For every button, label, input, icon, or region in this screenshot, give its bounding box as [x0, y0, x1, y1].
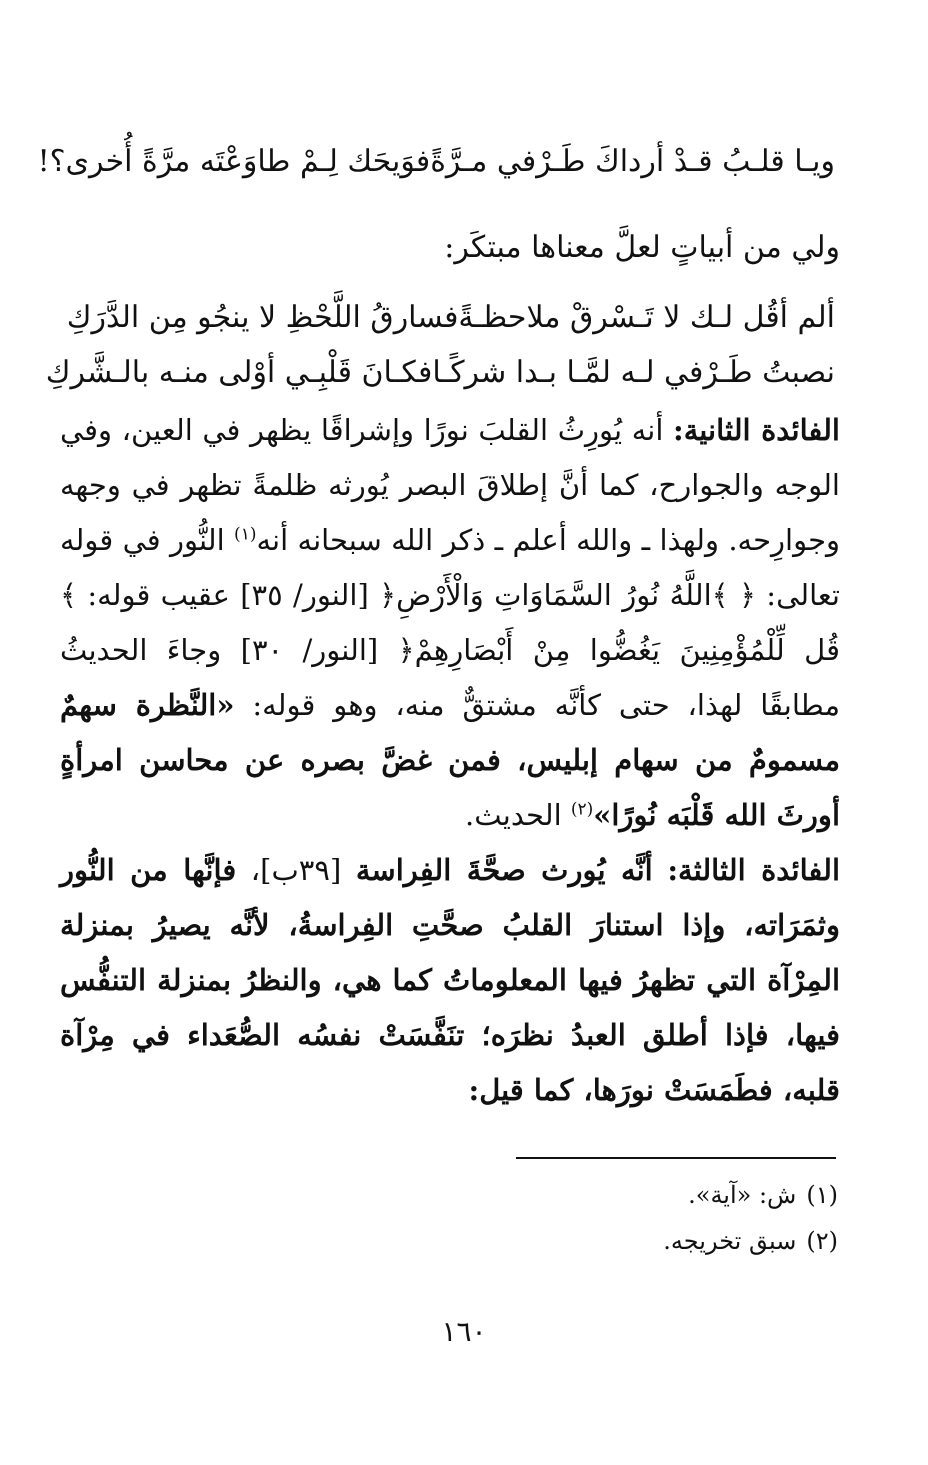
verse-first-hemistich: ألم أقُل لـك لا تَـسْرقْ ملاحظـةً [458, 300, 835, 335]
paragraph-text: أنه يُورِثُ القلبَ نورًا وإشراقًا يظهر في العين، وفي الوجه والجوارح، كما أنَّ إطلاقَ البصر يُورثه ظلمةً تظهر في وجهه وجوارِحه. ولهذا ـ والله أعلم ـ ذكر الله سبحانه أنه [60, 413, 841, 557]
paragraph-third-benefit [60, 843, 840, 1118]
verse-line-1 [37, 142, 835, 182]
paragraph-text: [٣٩ب]، [236, 853, 356, 887]
verse-first-hemistich: ويـا قلـبُ قـدْ أرداكَ طَـرْفي مـرَّةً [430, 144, 835, 179]
footnote-number: (١) [806, 1181, 838, 1209]
footnote-1 [338, 1180, 838, 1210]
paragraph-bold-text: فإنَّها من النُّور وثمَرَاته، وإذا استنارَ القلبُ صحَّتِ الفِراسةُ، لأنَّه يصيرُ بمنزلة المِرْآة التي تظهرُ فيها المعلوماتُ كما هي، والنظرُ بمنزلة التنفُّس فيها، فإذا أطلق العبدُ نظرَه؛ تنَفَّسَتْ نفسُه الصُّعَداء في مِرْآة قلبه، فطَمَسَتْ نورَها، كما قيل: [60, 853, 841, 1107]
paragraph-second-benefit [60, 403, 840, 843]
verse-second-hemistich: فوَيحَك لِـمْ طاوَعْتَه مرَّةً أُخرى؟! [37, 144, 431, 179]
paragraph-heading: الفائدة الثانية: [673, 413, 840, 447]
footnote-2 [338, 1226, 838, 1256]
paragraph-text: الحديث. [465, 798, 571, 832]
verse-second-hemistich: فسارقُ اللَّحْظِ لا ينجُو مِن الدَّرَكِ [66, 300, 459, 335]
verse-first-hemistich: نصبتُ طَـرْفي لـه لمَّـا بـدا شركًـا [432, 355, 835, 390]
footnote-text: سبق تخريجه. [663, 1227, 797, 1255]
footnote-number: (٢) [806, 1227, 838, 1255]
paragraph-text [653, 853, 668, 887]
intro-line: ولي من أبياتٍ لعلَّ معناها مبتكَر: [444, 230, 840, 265]
verse-line-3 [45, 353, 835, 393]
verse-second-hemistich: فكـانَ قَلْبِـي أوْلى منـه بالـشَّركِ [45, 355, 433, 390]
verse-line-2 [66, 298, 835, 338]
footnote-text: ش: «آية». [688, 1181, 797, 1209]
paragraph-text: النُّور في قوله تعالى: ﴿ ﴾اللَّهُ نُورُ السَّمَاوَاتِ وَالْأَرْضِ﴿ [النور/ ٣٥] عقيب قوله: ﴾قُل لِّلْمُؤْمِنِينَ يَغُضُّوا مِنْ أَبْصَارِهِمْ﴿ [النور/ ٣٠] وجاءَ الحديثُ مطابقًا لهذا، حتى كأنَّه مشتقٌّ منه، وهو قوله: [60, 523, 840, 722]
footnote-ref: (٢) [570, 799, 594, 820]
hadith-quote: «النَّظرة سهمٌ مسمومٌ من سهام إبليس، فمن غضَّ بصره عن محاسن امرأةٍ أورثَ الله قَلْبَه نُورًا» [60, 688, 840, 832]
paragraph-heading: الفائدة الثالثة: [667, 853, 841, 887]
paragraph-bold-text: أنَّه يُورث صحَّةَ الفِراسة [355, 853, 653, 887]
footnote-ref: (١) [234, 524, 257, 545]
page-number: ١٦٠ [441, 1315, 487, 1348]
footnote-separator [516, 1157, 836, 1159]
